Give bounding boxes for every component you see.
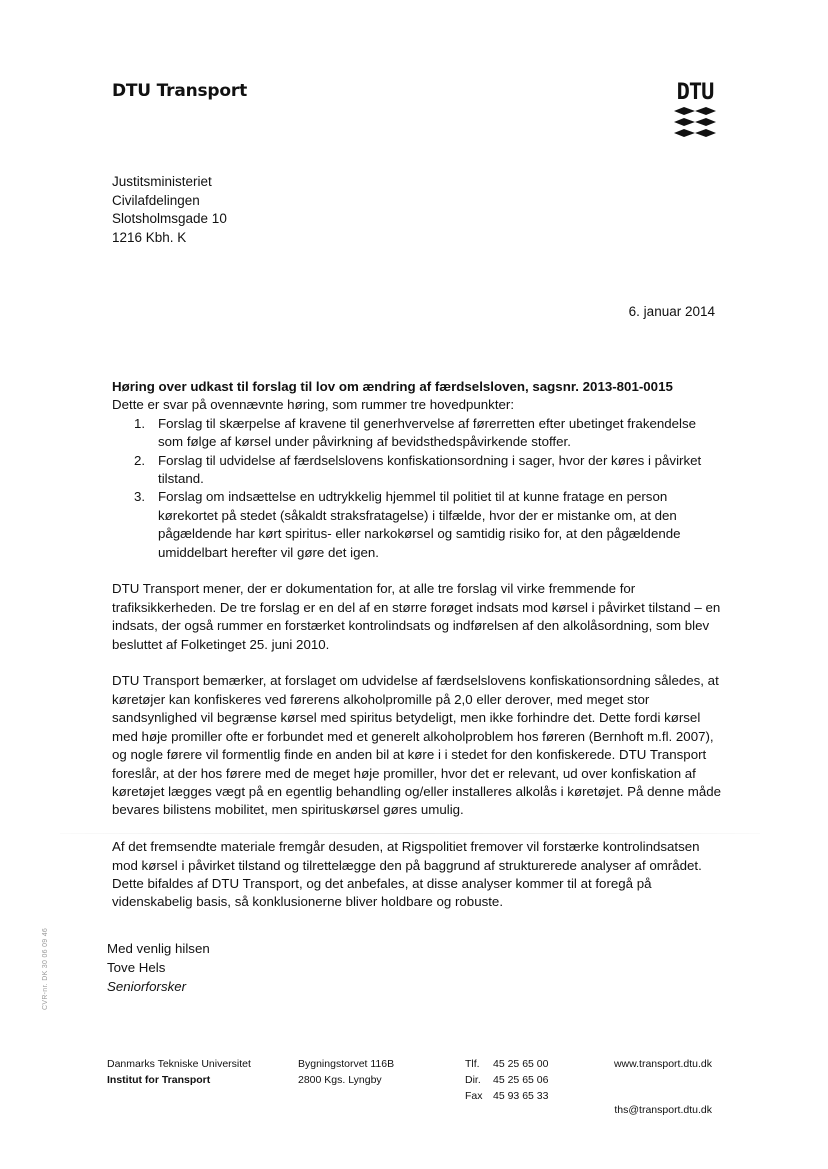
direct-number: 45 25 65 06	[493, 1074, 549, 1086]
paragraph: DTU Transport bemærker, at forslaget om udvidelse af færdselslovens konfiskationsordning således, at køretøjer kan konfiskeres ved førerens alkoholpromille på 2,0 eller derover, med meget stor sandsynlighed vil begrænse kørsel med spiritus betydeligt, men ikke forhindre det. Dette fordi kørsel med høje promiller ofte er forbundet med et generelt alkoholproblem hos føreren (Bernhoft m.fl. 2007), og nogle førere vil formentlig finde en anden bil at køre i i stedet for den konfiskerede. DTU Transport foreslår, at der hos førere med de meget høje promiller, hvor det er relevant, ud over konfiskation af køretøjet lægges vægt på en egentlig behandling og/eller installeres alkolås i køretøjet. På denne måde bevares bilistens mobilitet, men spirituskørsel gøres umulig.	[112, 673, 722, 818]
list-text: Forslag til udvidelse af færdselslovens konfiskationsordning i sager, hvor der køres i påvirket tilstand.	[158, 452, 702, 487]
phone-label: Tlf.	[465, 1058, 480, 1070]
recipient-line: 1216 Kbh. K	[112, 229, 187, 245]
footer-website[interactable]: www.transport.dtu.dk	[613, 1058, 712, 1070]
list-item	[112, 488, 722, 562]
subject-line: Høring over udkast til forslag til lov om ændring af færdselsloven, sagsnr. 2013-801-0015	[112, 379, 673, 394]
signer-name: Tove Hels	[107, 960, 166, 975]
footer-institution	[107, 1056, 251, 1088]
letter-date: 6. januar 2014	[628, 304, 715, 319]
recipient-line: Justitsministeriet	[112, 174, 212, 189]
phone-number: 45 25 65 00	[493, 1058, 549, 1070]
recipient-line: Slotsholmsgade 10	[112, 211, 227, 227]
footer-institute: Institut for Transport	[107, 1074, 211, 1086]
points-list	[112, 415, 722, 562]
cvr-number: CVR-nr. DK 30 06 09 46	[42, 927, 49, 1010]
list-number: 1.	[134, 415, 146, 431]
logo-waves-icon	[672, 106, 718, 140]
footer-address-line: Bygningstorvet 116B	[298, 1058, 395, 1070]
footer-address-line: 2800 Kgs. Lyngby	[298, 1074, 382, 1086]
org-name: DTU Transport	[112, 81, 247, 101]
list-number: 2.	[134, 452, 146, 468]
signer-title: Seniorforsker	[107, 979, 187, 994]
recipient-address	[112, 173, 227, 247]
dtu-logo	[672, 82, 718, 142]
footer-direct-row	[465, 1072, 548, 1088]
fax-number: 45 93 65 33	[493, 1090, 549, 1102]
paragraph: DTU Transport mener, der er dokumentation for, at alle tre forslag vil virke fremmende for trafiksikkerheden. De tre forslag er en del af en større forøget indsats mod kørsel i påvirket tilstand – en indsats, der også rummer en forstærket kontrolindsats og indførelsen af den alkolåsordning, som blev besluttet af Folketinget 25. juni 2010.	[112, 581, 721, 652]
list-item	[112, 415, 722, 452]
greeting: Med venlig hilsen	[107, 941, 210, 956]
signoff	[107, 939, 210, 996]
footer-email[interactable]: ths@transport.dtu.dk	[614, 1104, 712, 1116]
intro-text: Dette er svar på ovennævnte høring, som rummer tre hovedpunkter:	[112, 397, 515, 413]
direct-label: Dir.	[465, 1074, 481, 1086]
list-text: Forslag til skærpelse af kravene til generhvervelse af førerretten efter ubetinget frakendelse som følge af kørsel under påvirkning af bevidsthedspåvirkende stoffer.	[158, 415, 697, 450]
recipient-line: Civilafdelingen	[112, 192, 200, 208]
list-item	[112, 452, 722, 489]
list-text: Forslag om indsættelse en udtrykkelig hjemmel til politiet til at kunne fratage en person kørekortet på stedet (såkaldt straksfratagelse) i tilfælde, hvor der er mistanke om, at den pågældende har kørt spiritus- eller narkokørsel og samtidig risiko for, at den pågældende umiddelbart herefter vil gøre det igen.	[158, 489, 681, 560]
footer-university: Danmarks Tekniske Universitet	[107, 1058, 251, 1070]
footer-fax-row	[465, 1088, 548, 1104]
paragraph: Af det fremsendte materiale fremgår desuden, at Rigspolitiet fremover vil forstærke kontrolindsatsen mod kørsel i påvirket tilstand og tilrettelægge den på baggrund af strukturerede analyser af området. Dette bifaldes af DTU Transport, og det anbefales, at disse analyser kommer til at foregå på videnskabelig basis, så konklusionerne bliver holdbare og robuste.	[112, 839, 702, 910]
footer-address	[298, 1056, 394, 1088]
footer-phone-row	[465, 1056, 548, 1072]
letter-body	[112, 378, 722, 912]
fax-label: Fax	[465, 1090, 483, 1102]
footer-phones	[465, 1056, 548, 1104]
logo-text: DTU	[676, 80, 714, 105]
list-number: 3.	[134, 489, 146, 505]
scan-artifact-divider	[60, 833, 760, 834]
